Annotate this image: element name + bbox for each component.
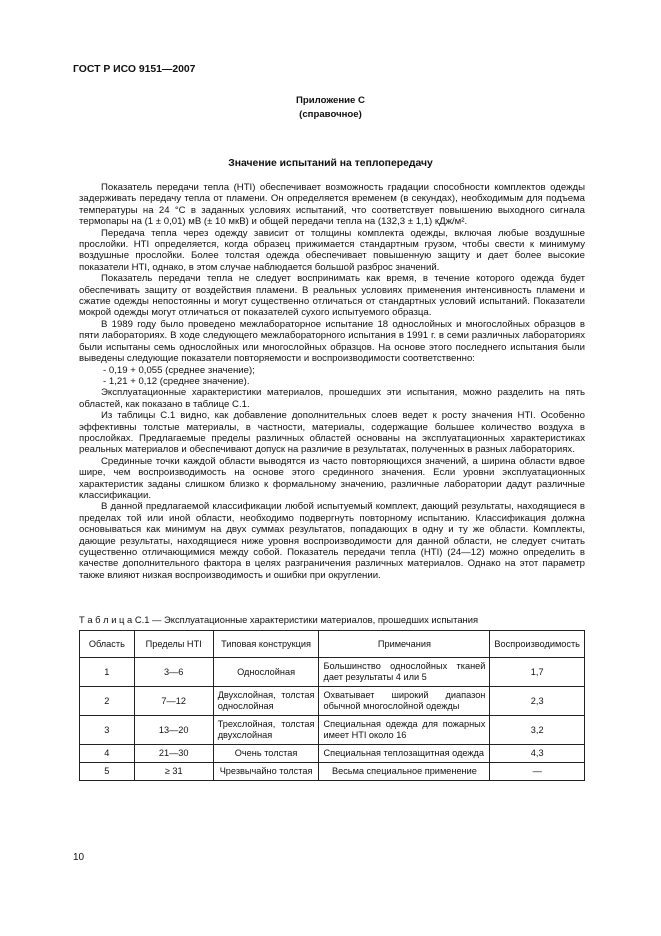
table-cell: 2,3 (490, 687, 585, 716)
table-cell: Специальная теплозащитная одежда (319, 745, 490, 763)
table-cell: 2 (80, 687, 135, 716)
document-header: ГОСТ Р ИСО 9151—2007 (73, 64, 196, 75)
list-item: - 1,21 + 0,12 (среднее значение). (103, 375, 250, 387)
table-cell: ≥ 31 (134, 763, 213, 781)
body-text (79, 182, 585, 581)
table-cell: 3 (80, 716, 135, 745)
table-cell: 21—30 (134, 745, 213, 763)
table-row (80, 687, 585, 716)
header-cell: Пределы HTI (134, 631, 213, 658)
table-cell: 1,7 (490, 658, 585, 687)
table-cell: Однослойная (213, 658, 319, 687)
page-number: 10 (73, 852, 85, 863)
paragraph: Передача тепла через одежду зависит от толщины комплекта одежды, включая любые воздушные прослойки. HTI определяется, когда образец прижимается стандартным грузом, чтобы свести к минимуму воздушные прослойки. Более толстая одежда обеспечивает повышенную защиту и дает более высокие показатели HTI, однако, в этом случае наблюдается большой разброс значений. (79, 227, 585, 273)
table-cell: Охватывает широкий диапазон обычной многослойной одежды (319, 687, 490, 716)
header-cell: Примечания (319, 631, 490, 658)
header-cell: Воспроизводимость (490, 631, 585, 658)
paragraph: В 1989 году было проведено межлабораторное испытание 18 однослойных и многослойных образцов в пяти лабораториях. В ходе следующего межлабораторного испытания в 1991 г. в семи различных лабораториях были испытаны семь однослойных или многослойных образцов. На основе этого последнего испытания были выведены следующие показатели повторяемости и воспроизводимости соответственно: (79, 318, 585, 365)
table-cell: Весьма специальное применение (319, 763, 490, 781)
header-cell: Область (80, 631, 135, 658)
table-caption: Т а б л и ц а С.1 — Эксплуатационные характеристики материалов, прошедших испытания (79, 614, 479, 625)
table-header-row (80, 631, 585, 658)
header-cell: Типовая конструкция (213, 631, 319, 658)
table-row (80, 745, 585, 763)
table-cell: — (490, 763, 585, 781)
table-cell: 7—12 (134, 687, 213, 716)
appendix-title: Приложение С (296, 95, 365, 106)
table-row (80, 658, 585, 687)
table-row (80, 763, 585, 781)
table-cell: Большинство однослойных тканей дает результаты 4 или 5 (319, 658, 490, 687)
performance-table (79, 630, 585, 781)
table-cell: 13—20 (134, 716, 213, 745)
appendix-heading (0, 94, 661, 122)
table-cell: 4 (80, 745, 135, 763)
table-cell: Трехслойная, толстая двухслойная (213, 716, 319, 745)
paragraph: Из таблицы С.1 видно, как добавление дополнительных слоев ведет к росту значения HTI. Особенно эффективны толстые материалы, в частности, материалы, содержащие большее количество воздуха в прослойках. Предлагаемые пределы различных областей основаны на эксплуатационных характеристиках реальных материалов и обеспечивают допуск на различие в результатах, полученных в разных лабораториях. (79, 410, 585, 456)
table-cell: Очень толстая (213, 745, 319, 763)
paragraph: В данной предлагаемой классификации любой испытуемый комплект, дающий результаты, находящиеся в пределах той или иной области, необходимо подвергнуть повторному испытанию. Классификация должна основываться как минимум на двух суммах результатов, попадающих в одну и ту же области. Комплекты, дающие результаты, находящиеся ниже уровня воспроизводимости для данной области, не следует считать существенно отличающимися между собой. Показатель передачи тепла (HTI) (24—12) можно определить в качестве дополнительного фактора в целях разграничения различных материалов. Однако на этот параметр также влияют низкая воспроизводимость и ошибки при округлении. (79, 501, 585, 581)
list-item: - 0,19 + 0,055 (среднее значение); (103, 364, 255, 376)
paragraph: Эксплуатационные характеристики материалов, прошедших эти испытания, можно разделить на пять областей, как показано в таблице С.1. (79, 387, 585, 410)
table-cell: 5 (80, 763, 135, 781)
table-cell: 3,2 (490, 716, 585, 745)
paragraph: Показатель передачи тепла не следует воспринимать как время, в течение которого одежда будет обеспечивать защиту от воздействия пламени. В реальных условиях применения интенсивность пламени и сжатие одежды непостоянны и могут существенно отличаться от стандартных условий испытаний. Показатели мокрой одежды могут отличаться от показателей сухого испытуемого образца. (79, 273, 585, 319)
table-row (80, 716, 585, 745)
table-cell: 3—6 (134, 658, 213, 687)
paragraph: Срединные точки каждой области выводятся из часто повторяющихся значений, а ширина области вдвое шире, чем воспроизводимость на основе этого срединного значения. Если уровни эксплуатационных характеристик заданы слишком близко к формальному значению, различные лаборатории дадут различные классификации. (79, 455, 585, 501)
table-cell: Чрезвычайно толстая (213, 763, 319, 781)
table-cell: 1 (80, 658, 135, 687)
appendix-type: (справочное) (299, 109, 362, 120)
paragraph: Показатель передачи тепла (HTI) обеспечивает возможность градации способности комплектов одежды задерживать передачу тепла от пламени. Он определяется временем (в секундах), необходимым для подъема температуры на 24 °С в заданных условиях испытаний, что соответствует повышению выходного сигнала термопары на (1 ± 0,01) мВ (± 10 мкВ) и общей передачи тепла на (132,3 ± 1,1) кДж/м². (79, 182, 585, 228)
table-cell: Специальная одежда для пожарных имеет HTI около 16 (319, 716, 490, 745)
section-title: Значение испытаний на теплопередачу (228, 158, 433, 169)
table-cell: 4,3 (490, 745, 585, 763)
table-cell: Двухслойная, толстая однослойная (213, 687, 319, 716)
